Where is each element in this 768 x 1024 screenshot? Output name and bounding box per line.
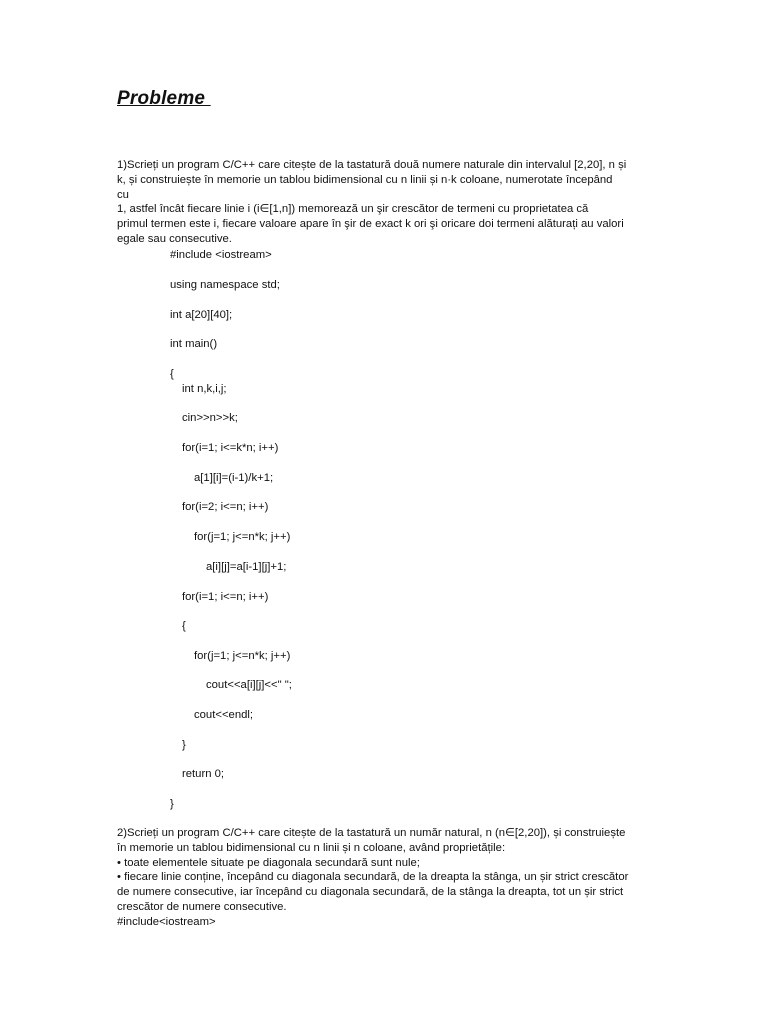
problem-1-line: cu [117, 188, 129, 201]
code-line: cout<<endl; [194, 709, 254, 721]
problem-1-line: 1)Scrieți un program C/C++ care citește de la tastatură două numere naturale din intervalul [2,20], n și [117, 159, 627, 171]
code-line: for(i=2; i<=n; i++) [182, 501, 269, 513]
code-line: int main() [170, 338, 218, 350]
page-title: Probleme [117, 88, 211, 109]
problem-2-line: 2)Scrieți un program C/C++ care citește de la tastatură un număr natural, n (n∈[2,20]), și construiește [117, 827, 626, 839]
problem-2-line: • toate elementele situate pe diagonala secundară sunt nule; [117, 856, 420, 869]
problem-1-statement [117, 158, 657, 247]
code-line: int a[20][40]; [170, 309, 233, 321]
code-line: for(i=1; i<=k*n; i++) [182, 442, 279, 454]
code-line: #include <iostream> [170, 249, 272, 261]
problem-2-line: crescător de numere consecutive. [117, 900, 287, 913]
code-line: { [182, 620, 186, 632]
problem-2-line: #include<iostream> [117, 915, 216, 928]
code-line: for(i=1; i<=n; i++) [182, 591, 269, 603]
problem-1-line: k, și construiește în memorie un tablou bidimensional cu n linii și n·k coloane, numerotate începând [117, 173, 613, 186]
problem-2-line: • fiecare linie conține, începând cu diagonala secundară, de la dreapta la stânga, un șir strict crescător [117, 871, 629, 884]
problem-2-statement [117, 826, 657, 930]
code-line: for(j=1; j<=n*k; j++) [194, 650, 291, 662]
code-line: for(j=1; j<=n*k; j++) [194, 531, 291, 543]
code-line: int n,k,i,j; [182, 383, 227, 395]
code-line: } [170, 798, 174, 810]
problem-1-line: 1, astfel încât fiecare linie i (i∈[1,n]) memorează un şir crescător de termeni cu proprietatea că [117, 203, 589, 216]
code-line: } [182, 739, 186, 751]
code-line: cout<<a[i][j]<<" "; [206, 679, 292, 691]
code-line: using namespace std; [170, 279, 280, 291]
problem-1-line: primul termen este i, fiecare valoare apare în şir de exact k ori şi oricare doi termeni alăturați au valori [117, 218, 624, 231]
code-line: a[i][j]=a[i-1][j]+1; [206, 561, 287, 573]
problem-1-line: egale sau consecutive. [117, 232, 232, 245]
problem-2-line: în memorie un tablou bidimensional cu n linii și n coloane, având proprietățile: [117, 841, 506, 854]
code-line: { [170, 368, 174, 380]
code-line: a[1][i]=(i-1)/k+1; [194, 472, 274, 484]
problem-2-line: de numere consecutive, iar începând cu diagonala secundară, de la stânga la dreapta, tot un șir strict [117, 886, 624, 899]
code-line: cin>>n>>k; [182, 412, 238, 424]
code-line: return 0; [182, 768, 225, 780]
